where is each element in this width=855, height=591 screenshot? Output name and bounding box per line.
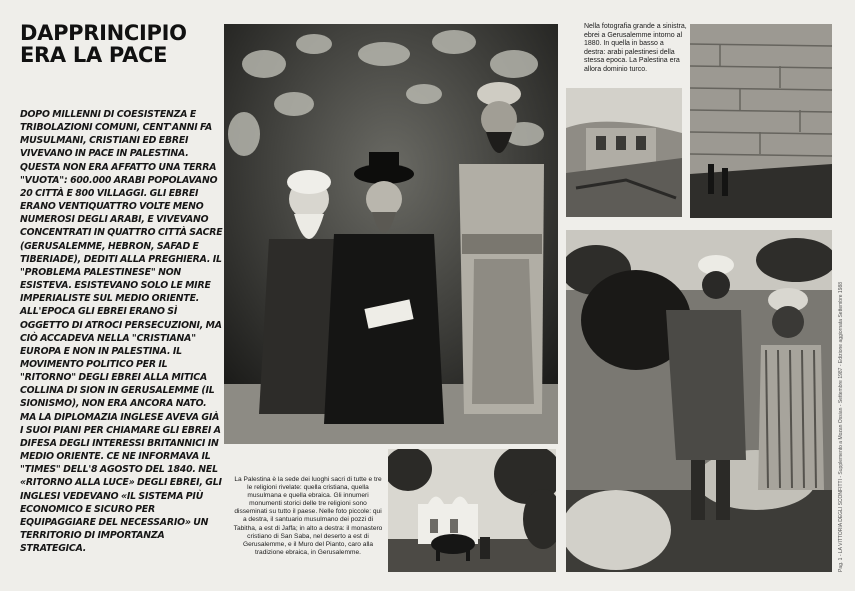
photo-palestinian-arabs <box>566 230 832 572</box>
photo-san-saba-monastery-image <box>566 88 682 217</box>
caption-top: Nella fotografia grande a sinistra, ebrei a Gerusalemme intorno al 1880. In quella in basso a destra: arabi palestinesi della stessa epoca. La Palestina era allora dominio turco. <box>584 23 687 73</box>
side-note: Pag. 1 - LA VITTORIA DEGLI SCONFITTI - Supplemento a Mozan Ossian - Settembre 1987 - Edizione aggiornata Settembre 1988 <box>838 281 844 572</box>
caption-bottom: La Palestina è la sede dei luoghi sacri di tutte e tre le religioni rivelate: quella cristiana, quella musulmana e quella ebraica. Gli innumeri monumenti storici delle tre religioni sono disseminati su tutto il paese. Nelle foto piccole: qui a destra, il santuario musulmano dei pozzi di Tabitha, a est di Jaffa; in alto a destra: il monastero cristiano di San Saba, nel deserto a est di Gerusalemme, e il Muro del Pianto, caro alla tradizione ebraica, in Gerusalemme. <box>233 476 383 556</box>
photo-wailing-wall-image <box>690 24 832 218</box>
title-line-1: DAPPRINCIPIO <box>20 21 187 45</box>
photo-palestinian-arabs-image <box>566 230 832 572</box>
article-body: DOPO MILLENNI DI COESISTENZA E TRIBOLAZIONI COMUNI, CENT'ANNI FA MUSULMANI, CRISTIANI ED EBREI VIVEVANO IN PACE IN PALESTINA. QUESTA NON ERA AFFATTO UNA TERRA "VUOTA": 600.000 ARABI POPOLAVANO 20 CITTÀ E 800 VILLAGGI. GLI EBREI ERANO VENTIQUATTRO VOLTE MENO NUMEROSI DEGLI ARABI, E VIVEVANO CONCENTRATI IN QUATTRO CITTÀ SACRE (GERUSALEMME, HEBRON, SAFAD E TIBERIADE), DEDITI ALLA PREGHIERA. IL "PROBLEMA PALESTINESE" NON ESISTEVA. ESISTEVANO SOLO LE MIRE IMPERIALISTE SUL MEDIO ORIENTE. ALL'EPOCA GLI EBREI ERANO SÌ OGGETTO DI ATROCI PERSECUZIONI, MA CIÒ ACCADEVA NELLA "CRISTIANA" EUROPA E NON IN PALESTINA. IL MOVIMENTO POLITICO PER IL "RITORNO" DEGLI EBREI ALLA MITICA COLLINA DI SION IN GERUSALEMME (IL SIONISMO), NON ERA ANCORA NATO. MA LA DIPLOMAZIA INGLESE AVEVA GIÀ I SUOI PIANI PER CHIAMARE GLI EBREI A DIFESA DEGLI INTERESSI BRITANNICI IN MEDIO ORIENTE. CE NE INFORMAVA IL "TIMES" DELL'8 AGOSTO DEL 1840. NEL «RITORNO ALLA LUCE» DEGLI EBREI, GLI INGLESI VEDEVANO «IL SISTEMA PIÙ ECONOMICO E SICURO PER EQUIPAGGIARE DEL NECESSARIO» UN TERRITORIO DI IMPORTANZA STRATEGICA. <box>20 109 223 555</box>
photo-tabitha-sanctuary <box>388 449 556 572</box>
photo-tabitha-sanctuary-image <box>388 449 556 572</box>
photo-san-saba-monastery <box>566 88 682 217</box>
photo-jews-jerusalem-image <box>224 24 558 444</box>
photo-wailing-wall <box>690 24 832 218</box>
photo-jews-jerusalem <box>224 24 558 444</box>
page-title <box>20 22 220 66</box>
title-line-2: ERA LA PACE <box>20 43 168 67</box>
